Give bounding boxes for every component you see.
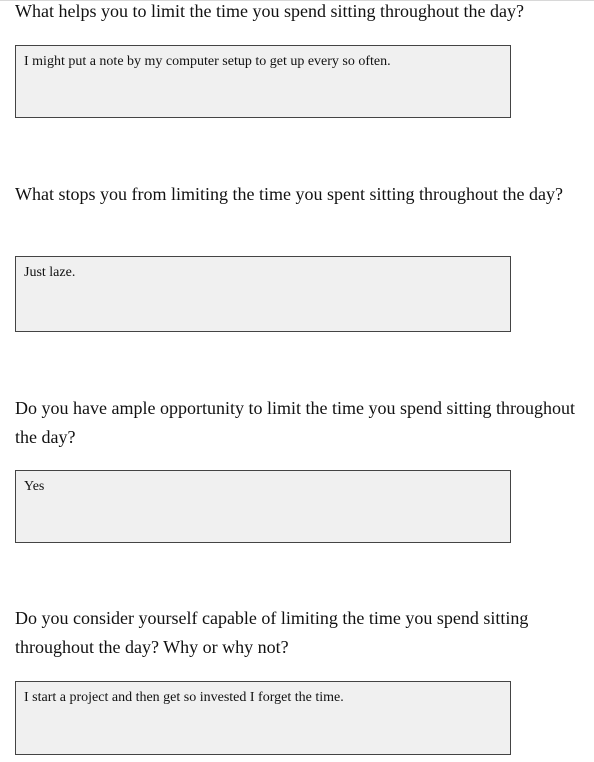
answer-box[interactable]: Just laze. [15,256,511,332]
question-prompt: Do you have ample opportunity to limit the time you spend sitting throughout the day? [15,398,575,447]
answer-box[interactable]: Yes [15,470,511,543]
question-prompt: What helps you to limit the time you spend sitting throughout the day? [15,1,524,21]
question-prompt: What stops you from limiting the time you spent sitting throughout the day? [15,184,563,204]
answer-box[interactable]: I might put a note by my computer setup to get up every so often. [15,45,511,118]
answer-box[interactable]: I start a project and then get so invested I forget the time. [15,681,511,755]
question-prompt: Do you consider yourself capable of limiting the time you spend sitting throughout the day? Why or why not? [15,608,529,657]
